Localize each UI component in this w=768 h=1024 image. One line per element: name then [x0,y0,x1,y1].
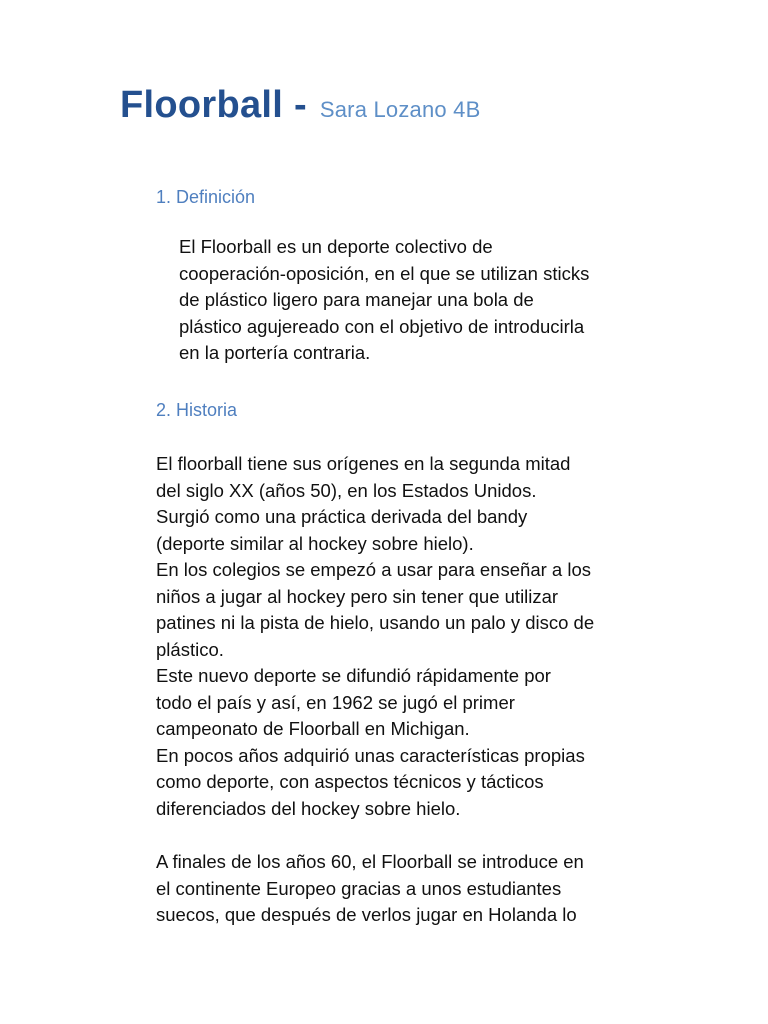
document-title [120,86,480,124]
section-paragraph-historia-2: A finales de los años 60, el Floorball se introduce en el continente Europeo gracias a unos estudiantes suecos, que después de verlos jugar en Holanda lo [156,851,584,925]
title-author-class: Sara Lozano 4B [319,97,481,122]
section-heading-historia: 2. Historia [156,400,238,420]
section-heading-definicion: 1. Definición [156,187,256,207]
title-main: Floorball - [120,84,307,126]
section-paragraph-definicion: El Floorball es un deporte colectivo de cooperación-oposición, en el que se utilizan sticks de plástico ligero para manejar una bola de plástico agujereado con el objetivo de introducirla en la portería contraria. [179,236,590,363]
section-paragraph-historia: El floorball tiene sus orígenes en la segunda mitad del siglo XX (años 50), en los Estados Unidos. Surgió como una práctica derivada del bandy (deporte similar al hockey sobre hielo). En los colegios se empezó a usar para enseñar a los niños a jugar al hockey pero sin tener que utilizar patines ni la pista de hielo, usando un palo y disco de plástico. Este nuevo deporte se difundió rápidamente por todo el país y así, en 1962 se jugó el primer campeonato de Floorball en Michigan. En pocos años adquirió unas características propias como deporte, con aspectos técnicos y tácticos diferenciados del hockey sobre hielo. [156,453,595,819]
